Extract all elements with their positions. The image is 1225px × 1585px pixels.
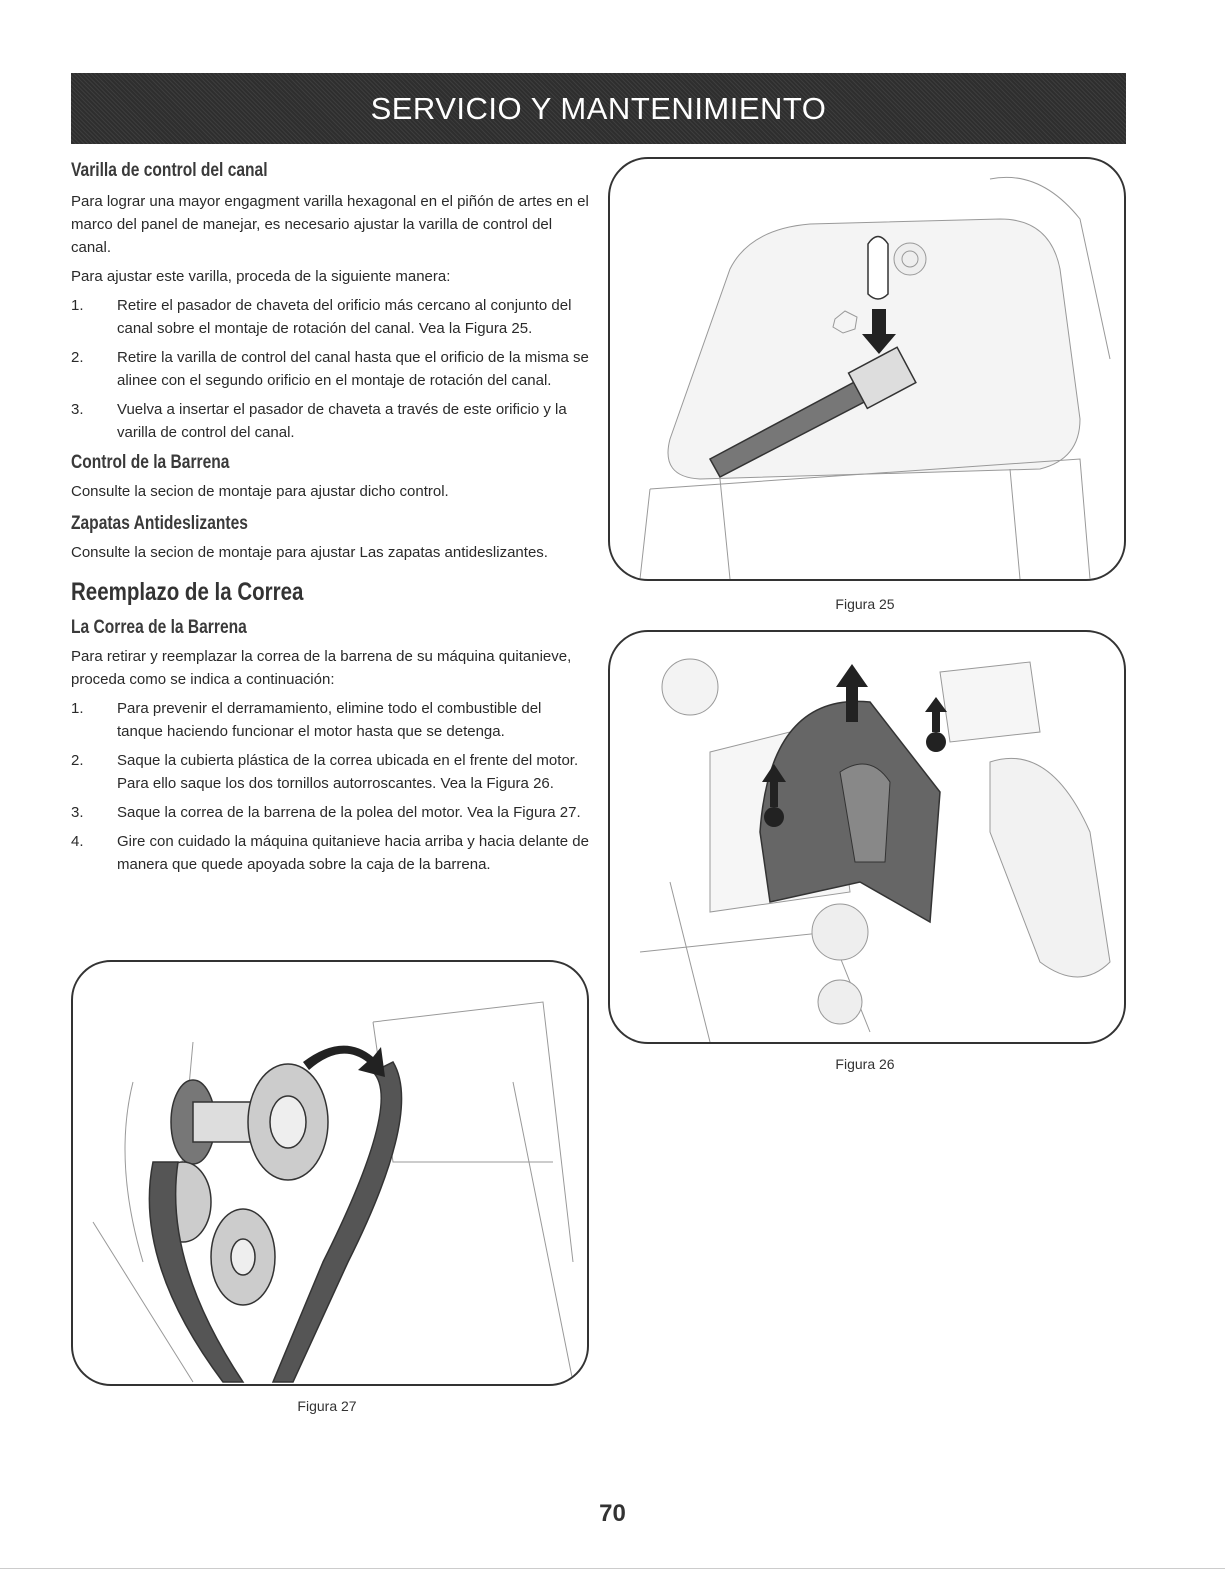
list-item	[71, 697, 591, 743]
item-number: 2.	[71, 349, 84, 366]
figure-25-illustration	[608, 157, 1126, 581]
belt-cover-drawing	[610, 632, 1124, 1042]
heading-auger-belt: La Correa de la Barrena	[71, 617, 247, 638]
paragraph: Para retirar y reemplazar la correa de la barrena de su máquina quitanieve, proceda como se indica a continuación:	[71, 648, 572, 688]
paragraph: Consulte la secion de montaje para ajustar Las zapatas antideslizantes.	[71, 544, 548, 561]
list-item	[71, 346, 591, 392]
steps-list	[71, 697, 591, 876]
item-text: Saque la correa de la barrena de la polea del motor. Vea la Figura 27.	[117, 804, 581, 821]
list-item	[71, 749, 591, 795]
figure-27-illustration	[71, 960, 589, 1386]
list-item	[71, 398, 591, 444]
heading-skid-shoes: Zapatas Antideslizantes	[71, 513, 248, 534]
figure-27-caption: Figura 27	[297, 1398, 357, 1414]
list-item	[71, 830, 591, 876]
item-number: 4.	[71, 833, 84, 850]
up-arrow-icon	[925, 697, 947, 732]
item-text: Retire la varilla de control del canal hasta que el orificio de la misma se alinee con el segundo orificio en el montaje de rotación del canal.	[117, 349, 589, 389]
item-number: 1.	[71, 700, 84, 717]
item-number: 3.	[71, 804, 84, 821]
list-item	[71, 801, 591, 824]
chute-rod-drawing	[610, 159, 1124, 579]
item-text: Para prevenir el derramamiento, elimine todo el combustible del tanque haciendo funcionar el motor hasta que se detenga.	[117, 700, 542, 740]
section-banner	[71, 73, 1126, 144]
heading-auger-control: Control de la Barrena	[71, 452, 230, 473]
figure-25-caption: Figura 25	[835, 596, 895, 612]
item-number: 1.	[71, 297, 84, 314]
paragraph: Para ajustar este varilla, proceda de la siguiente manera:	[71, 268, 451, 285]
screw-icon	[764, 807, 784, 827]
item-text: Gire con cuidado la máquina quitanieve hacia arriba y hacia delante de manera que quede apoyada sobre la caja de la barrena.	[117, 833, 589, 873]
item-number: 3.	[71, 401, 84, 418]
figure-26-illustration	[608, 630, 1126, 1044]
curved-arrow-icon	[303, 1046, 385, 1077]
item-number: 2.	[71, 752, 84, 769]
paragraph: Consulte la secion de montaje para ajustar dicho control.	[71, 483, 449, 500]
auger-belt-drawing	[73, 962, 587, 1384]
heading-chute-control-rod: Varilla de control del canal	[71, 160, 268, 181]
left-column	[71, 160, 591, 882]
page-number: 70	[599, 1500, 626, 1527]
bottom-rule	[0, 1568, 1225, 1569]
banner-title: SERVICIO Y MANTENIMIENTO	[370, 90, 827, 126]
list-item	[71, 294, 591, 340]
heading-belt-replacement: Reemplazo de la Correa	[71, 578, 304, 606]
steps-list	[71, 294, 591, 444]
item-text: Saque la cubierta plástica de la correa ubicada en el frente del motor. Para ello saque los dos tornillos autorroscantes. Vea la Figura 26.	[117, 752, 579, 792]
screw-icon	[926, 732, 946, 752]
paragraph: Para lograr una mayor engagment varilla hexagonal en el piñón de artes en el marco del panel de manejar, es necesario ajustar la varilla de control del canal.	[71, 193, 589, 256]
item-text: Retire el pasador de chaveta del orificio más cercano al conjunto del canal sobre el montaje de rotación del canal. Vea la Figura 25.	[117, 297, 572, 337]
figure-26-caption: Figura 26	[835, 1056, 895, 1072]
item-text: Vuelva a insertar el pasador de chaveta a través de este orificio y la varilla de control del canal.	[117, 401, 567, 441]
